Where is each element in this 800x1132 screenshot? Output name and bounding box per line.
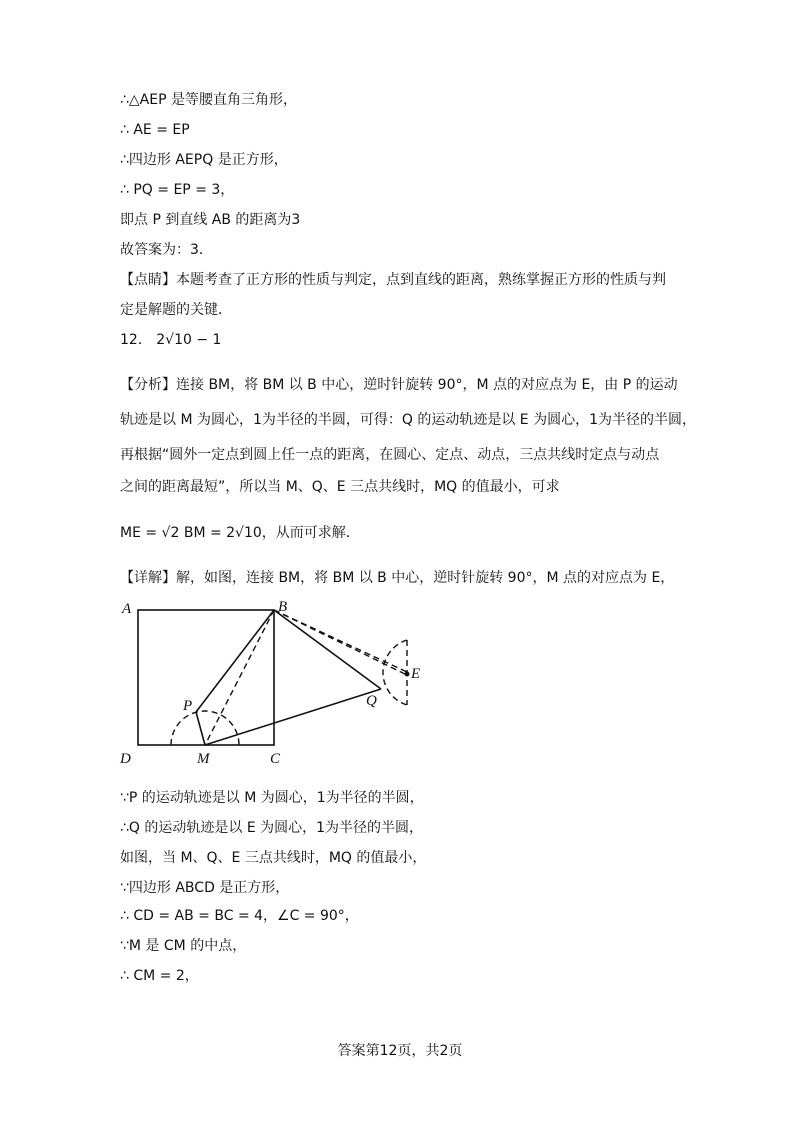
text-line: 轨迹是以 M 为圆心，1为半径的半圆，可得：Q 的运动轨迹是以 E 为圆心，1为半径的半圆， bbox=[120, 412, 697, 428]
page-footer: 答案第12页，共2页 bbox=[337, 1043, 463, 1059]
text-line: ∵P 的运动轨迹是以 M 为圆心，1为半径的半圆， bbox=[120, 790, 424, 806]
square-abcd bbox=[138, 610, 274, 745]
text-line: ∵四边形 ABCD 是正方形， bbox=[120, 880, 290, 896]
label-e: E bbox=[411, 666, 421, 682]
label-q: Q bbox=[366, 693, 377, 709]
text-line: ∴四边形 AEPQ 是正方形， bbox=[120, 152, 288, 168]
semicircle-m bbox=[171, 711, 239, 745]
text-line: ∵M 是 CM 的中点， bbox=[120, 938, 247, 954]
text-line: 之间的距离最短”，所以当 M、Q、E 三点共线时，MQ 的值最小，可求 bbox=[120, 479, 560, 495]
segment-pm bbox=[196, 712, 205, 745]
label-a: A bbox=[122, 601, 132, 617]
text-line: 故答案为：3． bbox=[120, 242, 213, 258]
segment-be-lower bbox=[274, 610, 407, 675]
label-d: D bbox=[120, 751, 131, 767]
text-line: ∴ CD = AB = BC = 4，∠C = 90°， bbox=[120, 908, 359, 924]
label-p: P bbox=[183, 698, 193, 714]
text-line: ∴Q 的运动轨迹是以 E 为圆心，1为半径的半圆， bbox=[120, 820, 424, 836]
segment-bp bbox=[196, 610, 274, 712]
text-line: ∴ PQ = EP = 3， bbox=[120, 182, 235, 198]
point-e bbox=[405, 672, 410, 677]
text-line: 定是解题的关键． bbox=[120, 302, 232, 318]
label-c: C bbox=[270, 751, 281, 767]
text-line: ∴△AEP 是等腰直角三角形， bbox=[120, 92, 297, 108]
text-line: ∴ CM = 2， bbox=[120, 968, 199, 984]
text-line: ME = √2 BM = 2√10，从而可求解． bbox=[120, 525, 360, 541]
text-line: 【点睛】本题考查了正方形的性质与判定，点到直线的距离，熟练掌握正方形的性质与判 bbox=[120, 272, 666, 288]
text-line: 【详解】解，如图，连接 BM，将 BM 以 B 中心，逆时针旋转 90°，M 点的对应点为 E， bbox=[120, 570, 675, 586]
text-line: 【分析】连接 BM，将 BM 以 B 中心，逆时针旋转 90°，M 点的对应点为 E，由 P 的运动 bbox=[120, 377, 678, 393]
segment-mq bbox=[205, 689, 381, 745]
segment-bq bbox=[274, 610, 381, 689]
text-line: 12． 2√10 − 1 bbox=[120, 332, 222, 348]
text-line: ∴ AE = EP bbox=[120, 122, 190, 138]
label-b: B bbox=[278, 599, 288, 615]
text-line: 即点 P 到直线 AB 的距离为3 bbox=[120, 212, 301, 228]
label-m: M bbox=[197, 751, 210, 767]
text-line: 如图，当 M、Q、E 三点共线时，MQ 的值最小， bbox=[120, 850, 427, 866]
segment-bm bbox=[205, 610, 274, 745]
text-line: 再根据“圆外一定点到圆上任一点的距离，在圆心、定点、动点，三点共线时定点与动点 bbox=[120, 447, 660, 463]
